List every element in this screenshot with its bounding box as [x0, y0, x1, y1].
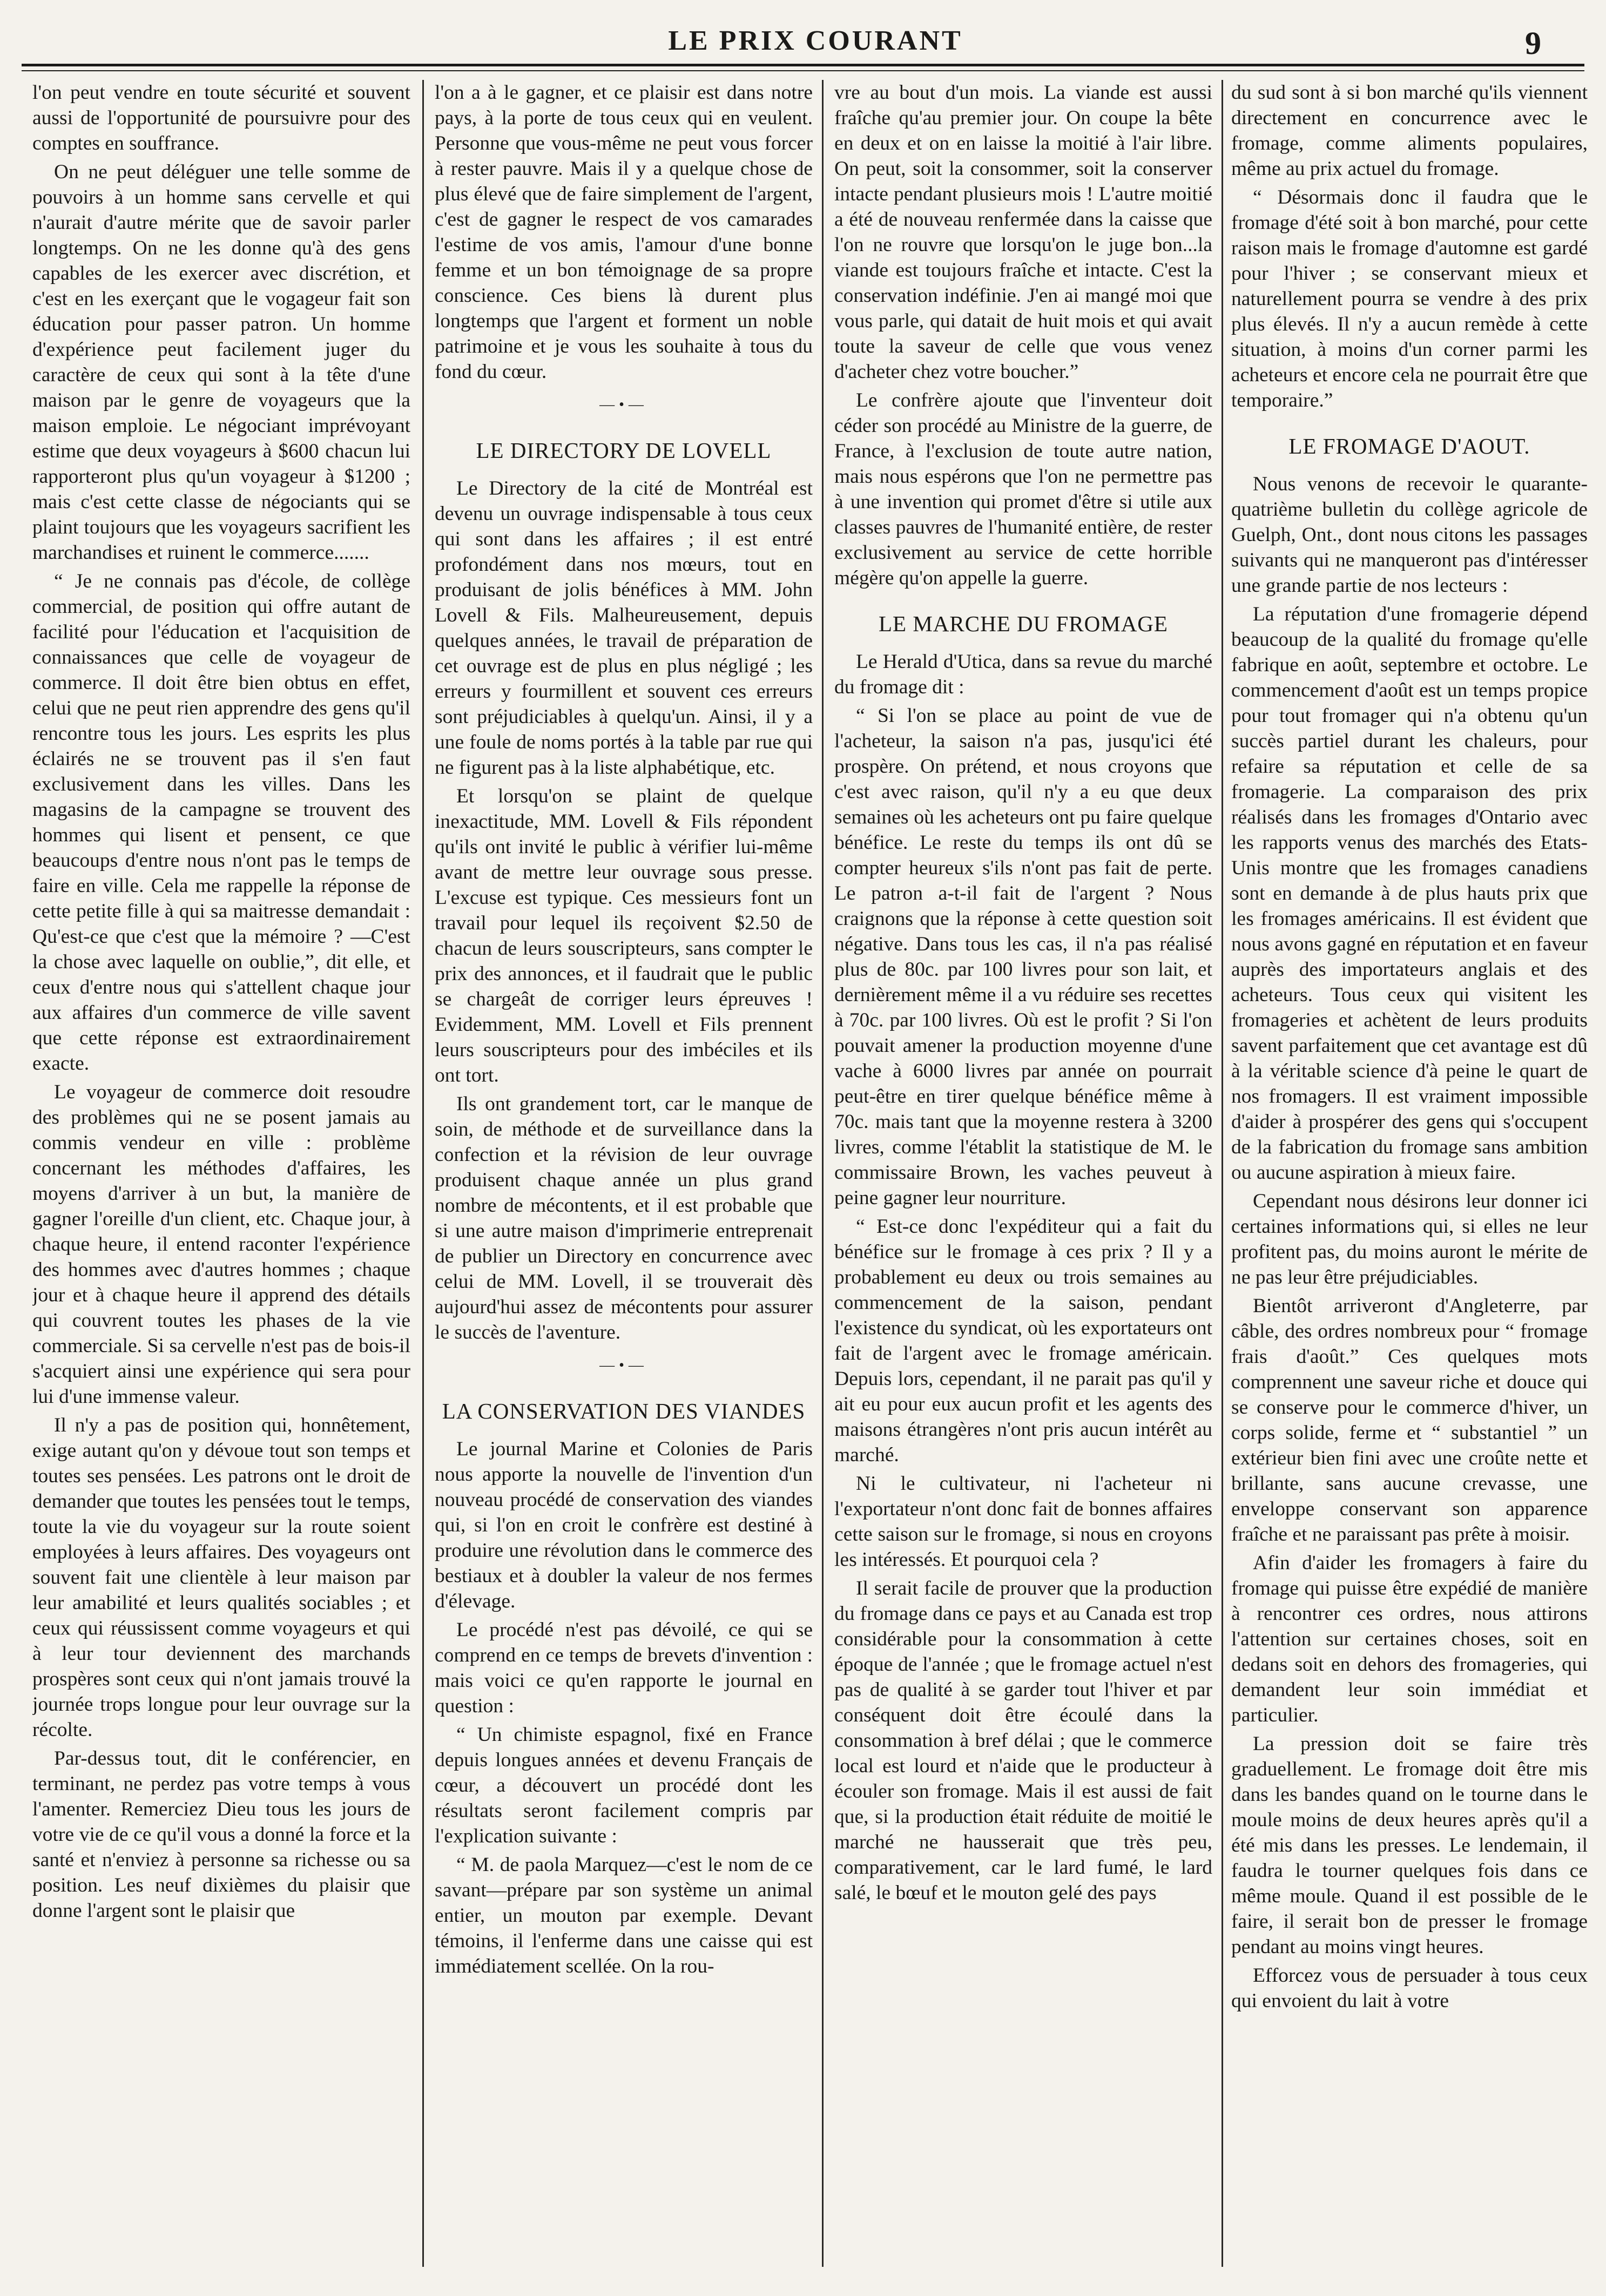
- newspaper-title: LE PRIX COURANT: [668, 25, 963, 56]
- column-3: [834, 80, 1212, 2261]
- header-rule: [22, 64, 1584, 66]
- page-header: [0, 0, 1606, 81]
- paragraph: Il n'y a pas de position qui, honnêtement, exige autant qu'on y dévoue tout son temps et toutes ses pensées. Les patrons ont le droit de demander que toutes les pensées tout le temps, toute la vie du voyageur sur la route soient employées à leurs affaires. Des voyageurs ont souvent fait une clientèle à leur maison par leur amabilité et leurs qualités sociables ; et ceux qui réussissent comme voyageurs et qui à leur tour deviennent des marchands prospères sont ceux qui n'ont jamais trouvé la journée trops longue pour leur ouvrage sur la récolte.: [32, 1414, 410, 1741]
- column-4: [1231, 80, 1588, 2261]
- section-divider: —•—: [599, 396, 648, 413]
- column-rule: [1222, 80, 1223, 2267]
- section-divider: —•—: [599, 1357, 648, 1374]
- paragraph: “ M. de paola Marquez—c'est le nom de ce savant—prépare par son système un animal entier, un mouton par exemple. Devant témoins, il l'enferme dans une caisse qui est immédiatement scellée. On la rou-: [435, 1854, 813, 1977]
- paragraph: “ Je ne connais pas d'école, de collège commercial, de position qui offre autant de facilité pour l'éducation et l'acquisition de connaissances que celle de voyageur de commerce. Il doit être bien obtus en effet, celui que ne peut rien apprendre des gens qu'il rencontre tous les jours. Les esprits les plus éclairés ne se trouvent pas il s'en faut exclusivement dans les villes. Dans les magasins de la campagne se trouvent des hommes qui lisent et pensent, ce que beaucoups d'entre nous n'ont pas le temps de faire en ville. Cela me rappelle la réponse de cette petite fille à qui sa maitresse demandait : Qu'est-ce que c'est que la mémoire ? —C'est la chose avec laquelle on oublie,”, dit elle, et ceux d'entre nous qui s'attellent chaque jour aux affaires d'un commerce de ville savent que cette réponse est extraordinairement exacte.: [32, 570, 410, 1075]
- article-title-fromage-aout: LE FROMAGE D'AOUT.: [1288, 434, 1530, 458]
- paragraph: “ Si l'on se place au point de vue de l'acheteur, la saison n'a pas, jusqu'ici été prospère. On prétend, et nous croyons que c'est avec raison, qu'il n'y a eu que deux semaines où les acheteurs ont pu faire quelque bénéfice. Le reste du temps ils ont dû se compter heureux s'ils n'ont pas fait de perte. Le patron a-t-il fait de l'argent ? Nous craignons que la réponse à cette question soit négative. Dans tous les cas, il n'a pas réalisé plus de 80c. par 100 livres pour son lait, et dernièrement même il a vu réduire ses recettes à 70c. par 100 livres. Où est le profit ? Si l'on pouvait amener la production moyenne d'une vache à 6000 livres par année on pourrait peut-être en tirer quelque bénéfice même à 70c. mais tant que la moyenne restera à 3200 livres, comme l'établit la statistique de M. le commissaire Brown, les vaches peuveut à peine gagner leur nourriture.: [834, 705, 1212, 1209]
- column-rule: [422, 80, 424, 2267]
- paragraph: Le voyageur de commerce doit resoudre des problèmes qui ne se posent jamais au commis vendeur en ville : problème concernant les méthodes d'affaires, les moyens d'arriver à un but, la manière de gagner l'oreille d'un client, etc. Chaque jour, à chaque heure, il entend raconter l'expérience des hommes avec d'autres hommes ; chaque jour et à chaque heure il apprend des détails qui couvrent toutes les phases de la vie commerciale. Si sa cervelle n'est pas de bois-il s'acquiert ainsi une expérience qui sera pour lui d'une immense valeur.: [32, 1081, 410, 1408]
- paragraph: Efforcez vous de persuader à tous ceux qui envoient du lait à votre: [1231, 1964, 1588, 2012]
- paragraph: Bientôt arriveront d'Angleterre, par câble, des ordres nombreux pour “ fromage frais d'août.” Ces quelques mots comprennent une saveur riche et douce qui se conserve pour le commerce d'hiver, un corps solide, ferme et “ substantiel ” un extérieur bien fini avec une croûte nette et brillante, sans aucune crevasse, une enveloppe conservant son apparence fraîche et ne paraissant pas prête à moisir.: [1231, 1295, 1588, 1545]
- paragraph: Par-dessus tout, dit le conférencier, en terminant, ne perdez pas votre temps à vous l'amenter. Remerciez Dieu tous les jours de votre vie de ce qu'il vous a donné la force et la santé et n'enviez à personne sa richesse ou sa position. Les neuf dixièmes du plaisir que donne l'argent sont le plaisir que: [32, 1747, 410, 1922]
- column-1: [32, 80, 410, 2261]
- paragraph: vre au bout d'un mois. La viande est aussi fraîche qu'au premier jour. On coupe la bête en deux et on en laisse la moitié à l'air libre. On peut, soit la consommer, soit la conserver intacte pendant plusieurs mois ! L'autre moitié a été de nouveau renfermée dans la caisse que l'on ne rouvre que lorsqu'on le juge bon...la viande est toujours fraîche et intacte. C'est la conservation indéfinie. J'en ai mangé moi que vous parle, qui datait de huit mois et qui avait toute la saveur de celle que vous venez d'acheter chez votre boucher.”: [834, 82, 1212, 383]
- page-number: 9: [1525, 25, 1541, 61]
- paragraph: Cependant nous désirons leur donner ici certaines informations qui, si elles ne leur profitent pas, du moins auront le mérite de ne pas leur être préjudiciables.: [1231, 1190, 1588, 1288]
- paragraph: “ Est-ce donc l'expéditeur qui a fait du bénéfice sur le fromage à ces prix ? Il y a probablement eu deux ou trois semaines au commencement de la saison, pendant l'existence du syndicat, où les exportateurs ont fait de l'argent avec le fromage américain. Depuis lors, cependant, il ne parait pas qu'il y ait eu pour eux aucun profit et les agents des maisons étrangères n'ont pris aucun intérêt au marché.: [834, 1215, 1212, 1466]
- header-rule-thin: [22, 70, 1584, 71]
- paragraph: Le Herald d'Utica, dans sa revue du marché du fromage dit :: [834, 651, 1212, 698]
- paragraph: Le confrère ajoute que l'inventeur doit céder son procédé au Ministre de la guerre, de France, à l'exclusion de toute autre nation, mais nous espérons que l'on ne permettre pas à une invention qui promet d'être si utile aux classes pauvres de l'humanité entière, de rester exclusivement au service de cette horrible mégère qu'on appelle la guerre.: [834, 389, 1212, 589]
- article-title-directory: LE DIRECTORY DE LOVELL: [476, 438, 772, 463]
- column-2: [435, 80, 813, 2261]
- paragraph: Il serait facile de prouver que la production du fromage dans ce pays et au Canada est trop considérable pour la consommation à cette époque de l'année ; que le fromage actuel n'est pas de qualité à se garder tout l'hiver et par conséquent doit être écoulé dans la consommation à bref délai ; que le commerce local est lourd et n'aide que le producteur à écouler son fromage. Mais il est aussi de fait que, si la production était réduite de moitié le marché ne hausserait que très peu, comparativement, car le lard fumé, le lard salé, le bœuf et le mouton gelé des pays: [834, 1577, 1212, 1904]
- article-title-fromage-market: LE MARCHE DU FROMAGE: [879, 611, 1168, 636]
- paragraph: “ Désormais donc il faudra que le fromage d'été soit à bon marché, pour cette raison mais le fromage d'automne est gardé pour l'hiver ; se conservant mieux et naturellement pourra se vendre à des prix plus élevés. Il n'y a aucun remède à cette situation, à moins d'un corner parmi les acheteurs et encore cela ne pourrait être que temporaire.”: [1231, 186, 1588, 411]
- paragraph: On ne peut déléguer une telle somme de pouvoirs à un homme sans cervelle et qui n'aurait d'autre mérite que de savoir parler longtemps. On ne les donne qu'à des gens capables de les exercer avec discrétion, et c'est en les exerçant que le vogageur fait son éducation pour passer patron. Un homme d'expérience peut facilement juger du caractère de ceux qui sont à la tête d'une maison par le genre de voyageurs que la maison emploie. Le négociant imprévoyant estime que deux voyageurs à $600 chacun lui rapporteront plus qu'un voyageur à $1200 ; mais c'est cette classe de négociants qui se plaint toujours que les voyageurs sacrifient les marchandises et ruinent le commerce.......: [32, 161, 410, 564]
- paragraph: Et lorsqu'on se plaint de quelque inexactitude, MM. Lovell & Fils répondent qu'ils ont invité le public à vérifier lui-même avant de mettre leur ouvrage sous presse. L'excuse est typique. Ces messieurs font un travail pour lequel ils reçoivent $2.50 de chacun de leurs souscripteurs, sans compter le prix des annonces, et il faudrait que le public se chargeât de corriger leurs épreuves ! Evidemment, MM. Lovell et Fils prennent leurs souscripteurs pour des imbéciles et ils ont tort.: [435, 785, 813, 1086]
- article-title-conservation: LA CONSERVATION DES VIANDES: [442, 1399, 806, 1423]
- paragraph: Le Directory de la cité de Montréal est devenu un ouvrage indispensable à tous ceux qui sont dans les affaires ; il est entré profondément dans nos mœurs, tout en produisant de jolis bénéfices à MM. John Lovell & Fils. Malheureusement, depuis quelques années, le travail de préparation de cet ouvrage est de plus en plus négligé ; les erreurs y fourmillent et souvent ces erreurs sont préjudiciables à quelqu'un. Ainsi, il y a une foule de noms portés à la table par rue qui ne figurent pas à la liste alphabétique, etc.: [435, 477, 813, 779]
- paragraph: l'on peut vendre en toute sécurité et souvent aussi de l'opportunité de poursuivre pour des comptes en souffrance.: [32, 82, 410, 154]
- paragraph: “ Un chimiste espagnol, fixé en France depuis longues années et devenu Français de cœur, a découvert un procédé dont les résultats seront facilement compris par l'explication suivante :: [435, 1724, 813, 1847]
- paragraph: Nous venons de recevoir le quarante-quatrième bulletin du collège agricole de Guelph, Ont., dont nous citons les passages suivants qui ne manqueront pas d'intéresser une grande partie de nos lecteurs :: [1231, 473, 1588, 597]
- paragraph: La réputation d'une fromagerie dépend beaucoup de la qualité du fromage qu'elle fabrique en août, septembre et octobre. Le commencement d'août est un temps propice pour tout fromager qui n'a obtenu qu'un succès partiel durant les chaleurs, pour refaire sa réputation et celle de sa fromagerie. La comparaison des prix réalisés dans les fromages d'Ontario avec les rapports venus des marchés des Etats-Unis montre que les fromages canadiens sont en demande à de plus hauts prix que les fromages américains. Il est évident que nous avons gagné en réputation et en faveur auprès des importateurs anglais et des acheteurs. Tous ceux qui visitent les fromageries et achètent de leurs produits savent parfaitement que cet avantage est dû à la véritable science d'à peine le quart de nos fromagers. Il est vraiment impossible d'aider à prospérer des gens qui s'occupent de la fabrication du fromage sans ambition ou aucune aspiration à mieux faire.: [1231, 603, 1588, 1184]
- paragraph: Ni le cultivateur, ni l'acheteur ni l'exportateur n'ont donc fait de bonnes affaires cette saison sur le fromage, si nous en croyons les intéressés. Et pourquoi cela ?: [834, 1473, 1212, 1571]
- paragraph: La pression doit se faire très graduellement. Le fromage doit être mis dans les bandes quand on le tourne dans le moule moins de deux heures après qu'il a été mis dans les presses. Le lendemain, il faudra le tourner quelques fois dans ce même moule. Quand il est possible de le faire, il serait bon de presser le fromage pendant au moins vingt heures.: [1231, 1733, 1588, 1958]
- paragraph: Le journal Marine et Colonies de Paris nous apporte la nouvelle de l'invention d'un nouveau procédé de conservation des viandes qui, si l'on en croit le confrère est destiné à produire une révolution dans le commerce des bestiaux et à doubler la valeur de nos fermes d'élevage.: [435, 1438, 813, 1612]
- column-rule: [822, 80, 824, 2267]
- paragraph: du sud sont à si bon marché qu'ils viennent directement en concurrence avec le fromage, comme aliments populaires, même au prix actuel du fromage.: [1231, 82, 1588, 180]
- paragraph: Le procédé n'est pas dévoilé, ce qui se comprend en ce temps de brevets d'invention : mais voici ce qu'en rapporte le journal en question :: [435, 1619, 813, 1717]
- paragraph: Afin d'aider les fromagers à faire du fromage qui puisse être expédié de manière à rencontrer ces ordres, nous attirons l'attention sur certaines choses, soit en dedans soit en dehors des fromageries, qui demandent leur soin immédiat et particulier.: [1231, 1552, 1588, 1726]
- paragraph: l'on a à le gagner, et ce plaisir est dans notre pays, à la porte de tous ceux qui en veulent. Personne que vous-même ne peut vous forcer à rester pauvre. Mais il y a quelque chose de plus élevé que de faire simplement de l'argent, c'est de gagner le respect de vos camarades l'estime de vos amis, l'amour d'une bonne femme et un bon témoignage de sa propre conscience. Ces biens là durent plus longtemps que l'argent et forment un noble patrimoine et je vous les souhaite à tous du fond du cœur.: [435, 82, 813, 383]
- paragraph: Ils ont grandement tort, car le manque de soin, de méthode et de surveillance dans la confection et la révision de leur ouvrage produisent chaque année un plus grand nombre de mécontents, et il est probable que si une autre maison d'imprimerie entreprenait de publier un Directory en concurrence avec celui de MM. Lovell, il se trouverait dès aujourd'hui assez de mécontents pour assurer le succès de l'aventure.: [435, 1093, 813, 1343]
